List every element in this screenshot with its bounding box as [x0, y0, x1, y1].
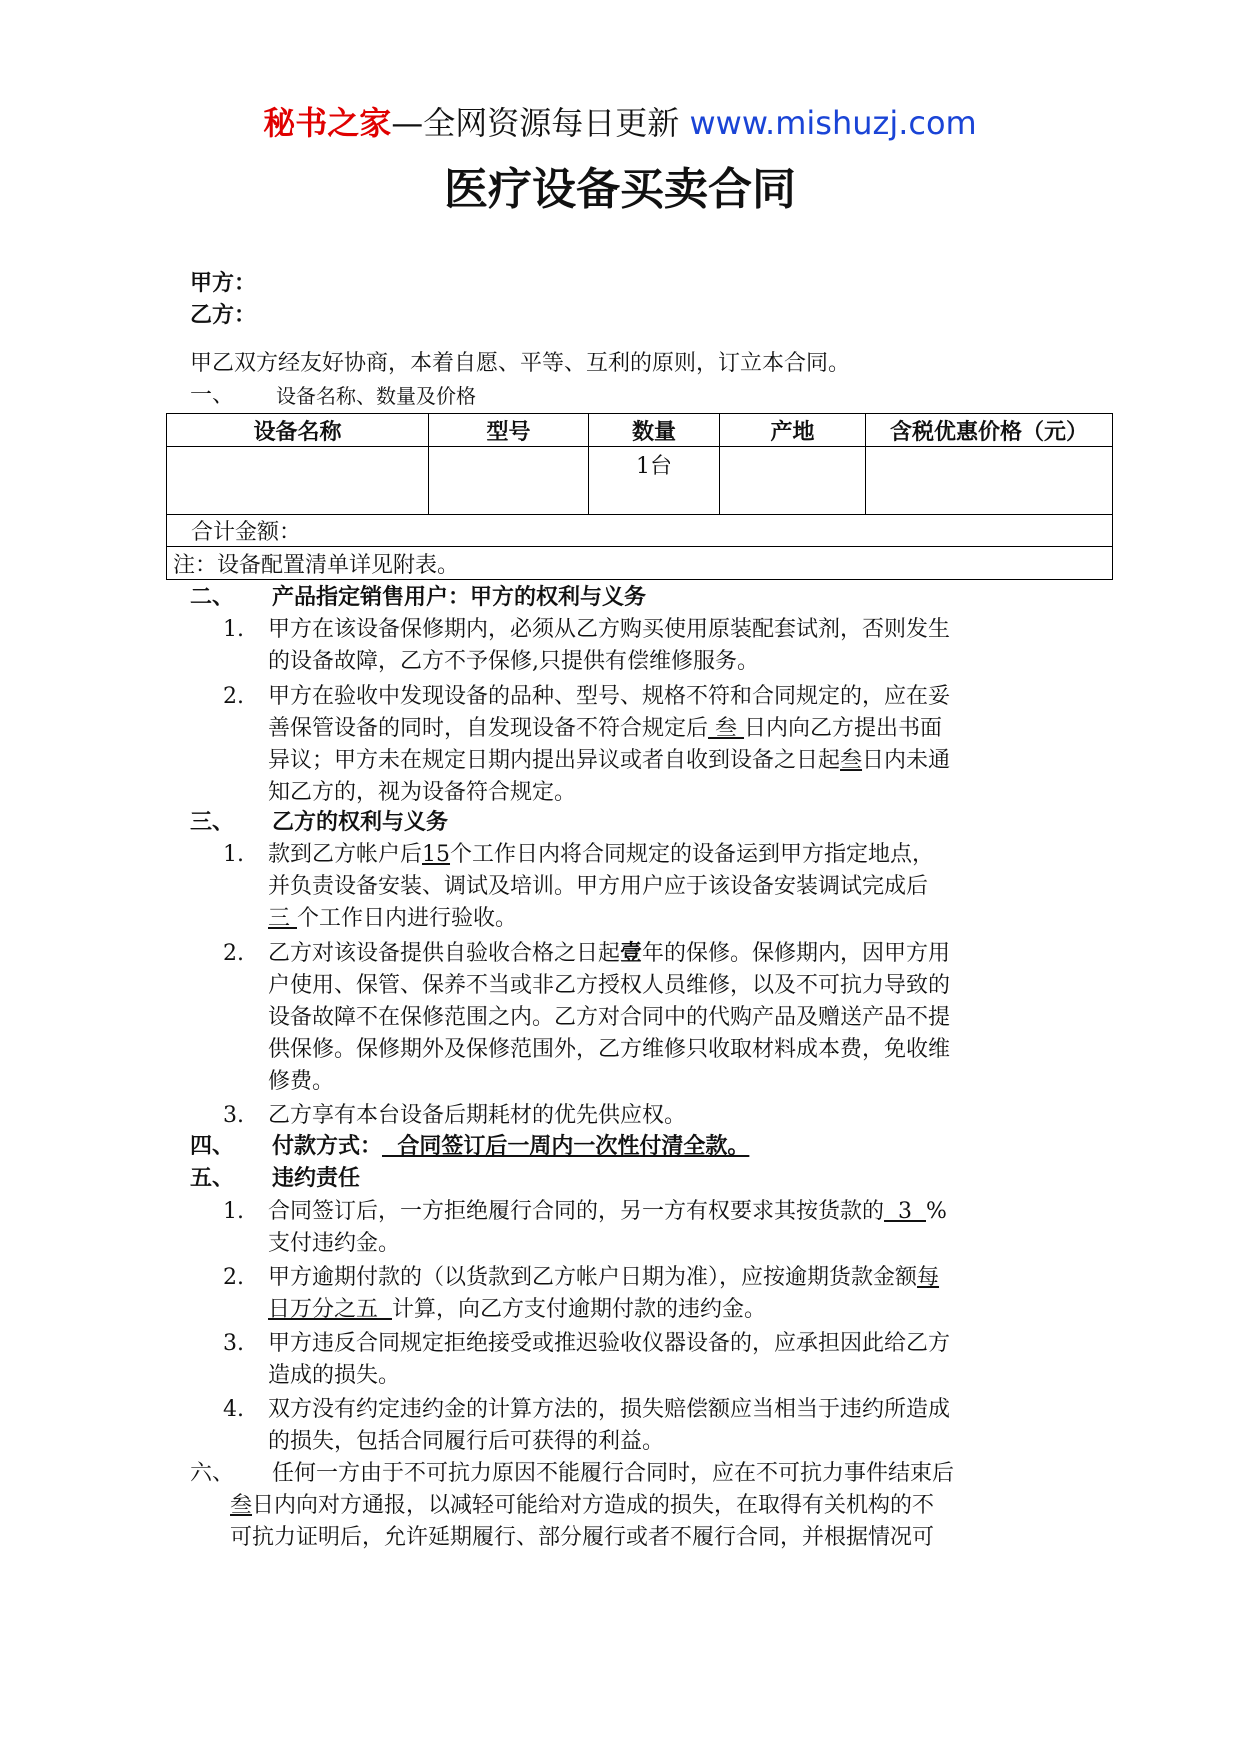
section-5-number: 五、 [190, 1166, 235, 1191]
list-number: 4. [223, 1397, 244, 1422]
section-3-title: 乙方的权利与义务 [272, 810, 449, 835]
text-segment: 计算，向乙方支付逾期付款的违约金。 [392, 1297, 767, 1322]
text-segment: 甲方逾期付款的（以货款到乙方帐户日期为准），应按逾期货款金额 [268, 1265, 918, 1290]
text-line: 并负责设备安装、调试及培训。甲方用户应于该设备安装调试完成后 [268, 874, 929, 899]
text-segment: 日内未通 [862, 748, 951, 773]
text-segment: 个工作日内将合同规定的设备运到甲方指定地点， [450, 842, 935, 867]
text-segment: 合同签订后，一方拒绝履行合同的，另一方有权要求其按货款的 [268, 1199, 885, 1224]
list-number: 3. [223, 1331, 244, 1356]
section-1-number: 一、 [190, 383, 235, 408]
section-4-line [272, 1131, 749, 1163]
text-line: 可抗力证明后，允许延期履行、部分履行或者不履行合同，并根据情况可 [230, 1525, 935, 1550]
text-line: 设备故障不在保修范围之内。乙方对合同中的代购产品及赠送产品不提 [268, 1005, 951, 1030]
text-line: 双方没有约定违约金的计算方法的，损失赔偿额应当相当于违约所造成 [268, 1397, 951, 1422]
text-line [268, 903, 1048, 935]
blank-value: 叁 [840, 748, 863, 773]
document-title: 医疗设备买卖合同 [444, 164, 796, 215]
table-header-cell: 设备名称 [167, 414, 429, 447]
text-line: 甲方在该设备保修期内，必须从乙方购买使用原装配套试剂，否则发生 [268, 617, 951, 642]
warranty-years: 壹 [620, 941, 643, 966]
text-line: 户使用、保管、保养不当或非乙方授权人员维修，以及不可抗力导致的 [268, 973, 951, 998]
table-header-row [167, 414, 1113, 447]
text-segment: 个工作日内进行验收。 [297, 906, 518, 931]
list-number: 1. [223, 617, 244, 642]
party-a-label: 甲方： [190, 271, 257, 296]
table-total-row [167, 515, 1113, 547]
section-2-number: 二、 [190, 585, 235, 610]
intro-paragraph: 甲乙双方经友好协商，本着自愿、平等、互利的原则，订立本合同。 [190, 351, 851, 376]
table-header-cell: 型号 [429, 414, 589, 447]
penalty-percent: 3 [884, 1199, 926, 1224]
table-header-cell: 含税优惠价格（元） [866, 414, 1113, 447]
table-cell [429, 447, 589, 515]
text-line: 支付违约金。 [268, 1231, 401, 1256]
text-line: 知乙方的，视为设备符合规定。 [268, 780, 577, 805]
text-segment: 善保管设备的同时，自发现设备不符合规定后 [268, 716, 709, 741]
section-6-body [230, 1490, 1050, 1554]
text-segment: 年的保修。保修期内，因甲方用 [642, 941, 951, 966]
section-6-number: 六、 [190, 1461, 235, 1486]
list-number: 2. [223, 684, 244, 709]
text-line [230, 1490, 1050, 1522]
text-line: 的设备故障，乙方不予保修,只提供有偿维修服务。 [268, 649, 759, 674]
brand-name: 秘书之家 [263, 104, 392, 142]
text-line: 修费。 [268, 1069, 335, 1094]
text-line [268, 1294, 1048, 1326]
text-line [268, 839, 1048, 871]
text-line [268, 1262, 1048, 1294]
section-4-number: 四、 [190, 1134, 235, 1159]
list-item [268, 1100, 1048, 1132]
section-4-title: 付款方式： [272, 1134, 383, 1159]
list-item [268, 1328, 1048, 1392]
list-number: 2. [223, 941, 244, 966]
total-amount-label: 合计金额： [167, 515, 1113, 547]
table-cell [866, 447, 1113, 515]
blank-value: 日万分之五 [268, 1297, 392, 1322]
equipment-table [166, 413, 1113, 580]
section-3-number: 三、 [190, 810, 235, 835]
list-item [268, 1196, 1048, 1260]
table-note: 注：设备配置清单详见附表。 [167, 547, 1113, 580]
party-b-label: 乙方： [190, 303, 257, 328]
payment-terms: 合同签订后一周内一次性付清全款。 [382, 1134, 750, 1159]
list-item [268, 614, 1048, 678]
blank-value: 叁 [708, 716, 745, 741]
text-line [268, 938, 1048, 970]
section-5-title: 违约责任 [272, 1166, 361, 1191]
section-6-line-1: 任何一方由于不可抗力原因不能履行合同时，应在不可抗力事件结束后 [272, 1461, 955, 1486]
list-number: 1. [223, 1199, 244, 1224]
list-number: 2. [223, 1265, 244, 1290]
text-segment: % [926, 1199, 947, 1224]
section-2-title: 产品指定销售用户：甲方的权利与义务 [272, 585, 647, 610]
table-cell [167, 447, 429, 515]
list-item [268, 938, 1048, 1098]
banner-tagline: —全网资源每日更新 [391, 104, 690, 142]
table-cell [720, 447, 866, 515]
text-line: 的损失，包括合同履行后可获得的利益。 [268, 1429, 665, 1454]
list-item [268, 1262, 1048, 1326]
table-cell-quantity: 1台 [589, 447, 720, 515]
list-item [268, 839, 1048, 935]
text-line: 甲方违反合同规定拒绝接受或推迟验收仪器设备的，应承担因此给乙方 [268, 1331, 951, 1356]
section-1-title: 设备名称、数量及价格 [276, 384, 476, 408]
blank-value: 三 [268, 906, 297, 931]
text-line: 供保修。保修期外及保修范围外，乙方维修只收取材料成本费，免收维 [268, 1037, 951, 1062]
text-line [268, 745, 1048, 777]
text-segment: 异议；甲方未在规定日期内提出异议或者自收到设备之日起 [268, 748, 841, 773]
site-url-link[interactable]: www.mishuzj.com [689, 104, 977, 142]
table-header-cell: 产地 [720, 414, 866, 447]
text-line: 造成的损失。 [268, 1363, 401, 1388]
list-number: 3. [223, 1103, 244, 1128]
table-header-cell: 数量 [589, 414, 720, 447]
text-line [268, 713, 1048, 745]
text-segment: 乙方对该设备提供自验收合格之日起 [268, 941, 621, 966]
list-number: 1. [223, 842, 244, 867]
text-line: 乙方享有本台设备后期耗材的优先供应权。 [268, 1103, 687, 1128]
list-item [268, 1394, 1048, 1458]
text-segment: 款到乙方帐户后 [268, 842, 423, 867]
table-note-row [167, 547, 1113, 580]
table-row [167, 447, 1113, 515]
text-line: 甲方在验收中发现设备的品种、型号、规格不符和合同规定的，应在妥 [268, 684, 951, 709]
list-item [268, 681, 1048, 809]
text-segment: 日内向乙方提出书面 [744, 716, 943, 741]
blank-value: 叁 [230, 1493, 253, 1518]
text-line [268, 1196, 1048, 1228]
blank-value: 每 [917, 1265, 940, 1290]
blank-value: 15 [422, 842, 451, 867]
site-banner [0, 100, 1240, 146]
text-segment: 日内向对方通报，以减轻可能给对方造成的损失，在取得有关机构的不 [252, 1493, 935, 1518]
